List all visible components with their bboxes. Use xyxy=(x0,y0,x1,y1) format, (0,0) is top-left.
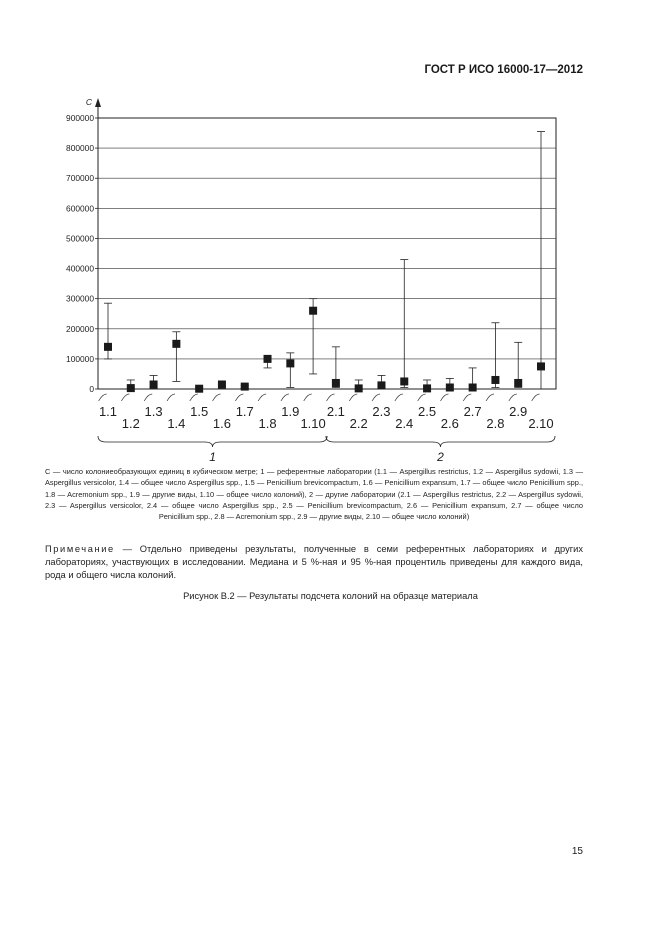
y-axis-label: C xyxy=(85,97,92,107)
median-marker xyxy=(491,376,499,384)
y-axis-arrow xyxy=(95,98,101,107)
median-marker xyxy=(377,381,385,389)
y-tick-label: 0 xyxy=(89,384,94,394)
y-tick-label: 800000 xyxy=(66,143,94,154)
x-tick-bracket xyxy=(440,394,448,401)
x-tick-label: 1.10 xyxy=(300,416,326,431)
plot-frame xyxy=(98,118,556,389)
x-tick-label: 1.8 xyxy=(258,416,277,431)
x-tick-label: 2.2 xyxy=(349,416,368,431)
x-tick-label: 2.3 xyxy=(372,404,391,419)
figure-title: Рисунок В.2 — Результаты подсчета колоний на образце материала xyxy=(183,591,478,601)
group-label: 2 xyxy=(437,450,444,464)
median-marker xyxy=(286,359,294,367)
x-tick-label: 2.5 xyxy=(418,404,437,419)
x-tick-bracket xyxy=(121,394,129,401)
group-label: 1 xyxy=(209,450,216,464)
median-marker xyxy=(104,343,112,351)
group-brace xyxy=(98,436,327,447)
x-tick-label: 2.1 xyxy=(326,404,345,419)
median-marker xyxy=(150,380,158,388)
x-tick-bracket xyxy=(99,394,107,401)
x-tick-bracket xyxy=(395,394,403,401)
y-tick-label: 100000 xyxy=(66,353,94,364)
x-tick-label: 2.7 xyxy=(463,404,482,419)
x-tick-bracket xyxy=(372,394,380,401)
y-tick-label: 300000 xyxy=(66,293,94,304)
x-tick-bracket xyxy=(281,394,289,401)
note-text: — Отдельно приведены результаты, полученные в семи референтных лабораториях и других лабораториях, участвующих в исследовании. Медиана и 5 %-ная и 95 %-ная процентиль приведены для каждого вида, рода и общего числа колоний. xyxy=(45,544,583,581)
median-marker xyxy=(332,379,340,387)
x-tick-label: 1.6 xyxy=(212,416,231,431)
x-tick-bracket xyxy=(327,394,335,401)
x-tick-label: 1.4 xyxy=(167,416,186,431)
median-marker xyxy=(218,380,226,388)
x-tick-label: 2.10 xyxy=(528,416,554,431)
x-tick-bracket xyxy=(349,394,357,401)
median-marker xyxy=(446,383,454,391)
median-marker xyxy=(469,383,477,391)
y-tick-label: 600000 xyxy=(66,203,94,214)
y-tick-label: 900000 xyxy=(66,113,94,123)
x-tick-label: 2.8 xyxy=(486,416,505,431)
x-tick-label: 1.1 xyxy=(98,404,118,419)
x-tick-bracket xyxy=(235,394,243,401)
median-marker xyxy=(195,385,203,393)
document-id: ГОСТ Р ИСО 16000-17—2012 xyxy=(424,64,583,76)
x-tick-label: 1.9 xyxy=(281,404,300,419)
y-tick-label: 400000 xyxy=(66,263,94,274)
x-tick-bracket xyxy=(190,394,198,401)
x-tick-label: 1.7 xyxy=(235,404,254,419)
median-marker xyxy=(537,362,545,370)
page-number: 15 xyxy=(571,846,583,857)
median-marker xyxy=(127,384,135,392)
y-tick-label: 200000 xyxy=(66,323,94,334)
x-tick-bracket xyxy=(167,394,175,401)
y-tick-label: 700000 xyxy=(66,173,94,184)
x-tick-bracket xyxy=(304,394,312,401)
median-marker xyxy=(400,377,408,385)
median-marker xyxy=(241,383,249,391)
y-tick-label: 500000 xyxy=(66,233,94,244)
x-tick-label: 2.9 xyxy=(509,404,528,419)
x-tick-label: 2.6 xyxy=(440,416,459,431)
x-tick-bracket xyxy=(258,394,266,401)
x-tick-bracket xyxy=(532,394,540,401)
median-marker xyxy=(264,355,272,363)
group-brace xyxy=(326,436,555,447)
x-tick-bracket xyxy=(418,394,426,401)
figure-note xyxy=(45,543,583,583)
x-tick-label: 1.3 xyxy=(144,404,163,419)
median-marker xyxy=(309,307,317,315)
figure-legend-caption: C — число колониеобразующих единиц в кубическом метре; 1 — референтные лаборатории (1.1 — Aspergillus restrictus, 1.2 — Aspergillus sydowii, 1.3 — Aspergillus versicolor, 1.4 — общее число Aspergillus spp., 1.5 — Penicillium brevicompactum, 1.6 — Penicillium expansum, 1.7 — общее число Penicillium spp., 1.8 — Acremonium spp., 1.9 — другие виды, 1.10 — общее число колоний), 2 — другие лаборатории (2.1 — Aspergillus restrictus, 2.2 — Aspergillus sydowii, 2.3 — Aspergillus versicolor, 2.4 — общее число Aspergillus spp., 2.5 — Penicillium brevicompactum, 2.6 — Penicillium expansum, 2.7 — общее число Penicillium spp., 2.8 — Acremonium spp., 2.9 — другие виды, 2.10 — общее число колоний) xyxy=(45,467,583,522)
x-tick-label: 1.2 xyxy=(121,416,140,431)
x-tick-bracket xyxy=(486,394,494,401)
x-tick-bracket xyxy=(509,394,517,401)
median-marker xyxy=(514,379,522,387)
note-heading: Примечание xyxy=(45,544,115,554)
median-marker xyxy=(172,340,180,348)
x-tick-label: 2.4 xyxy=(395,416,414,431)
x-tick-bracket xyxy=(144,394,152,401)
x-tick-bracket xyxy=(463,394,471,401)
median-marker xyxy=(423,384,431,392)
x-tick-label: 1.5 xyxy=(190,404,209,419)
x-tick-bracket xyxy=(213,394,221,401)
median-marker xyxy=(355,384,363,392)
